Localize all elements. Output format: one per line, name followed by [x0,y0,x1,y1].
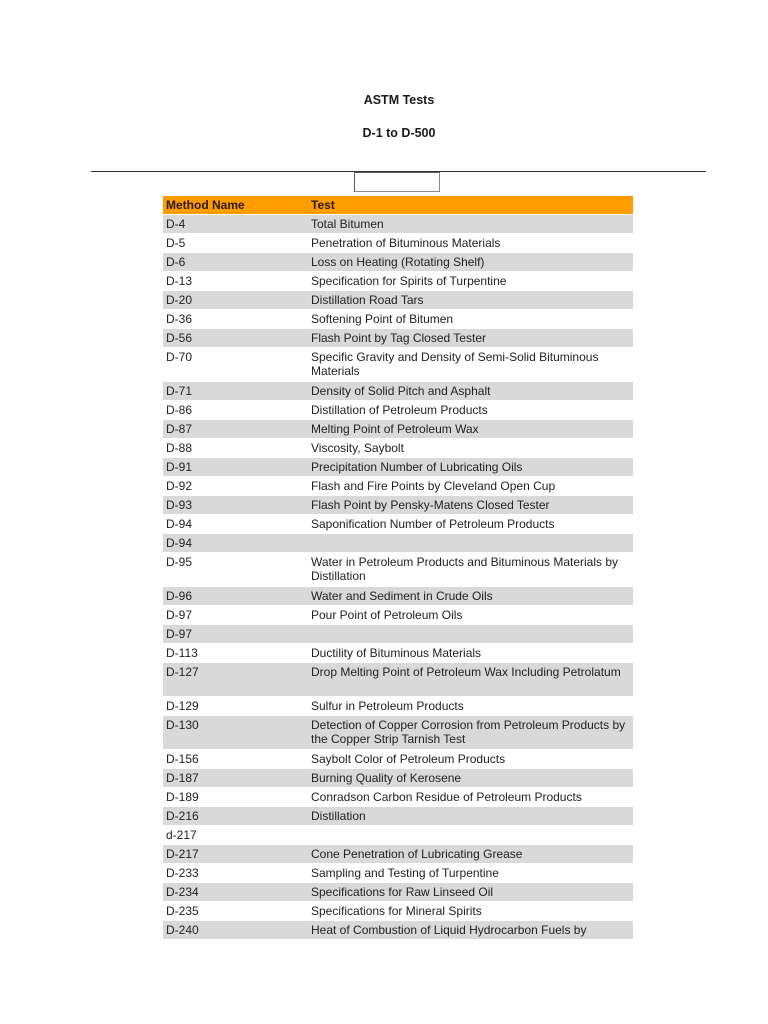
table-row [163,663,633,697]
table-row [163,253,633,272]
method-name-cell: D-97 [166,608,193,622]
test-cell: Sampling and Testing of Turpentine [311,866,499,880]
method-name-cell: D-87 [166,422,193,436]
table-row [163,401,633,420]
test-cell: Density of Solid Pitch and Asphalt [311,384,491,398]
test-cell [309,625,633,643]
column-header-test: Test [311,198,335,212]
method-name-cell: D-234 [166,885,199,899]
table-row [163,788,633,807]
method-name-cell: D-6 [166,255,186,269]
search-input[interactable] [354,172,440,192]
method-name-cell: D-4 [166,217,186,231]
method-name-cell: D-88 [166,441,193,455]
table-row [163,477,633,496]
test-cell: Water and Sediment in Crude Oils [311,589,493,603]
test-cell: Saponification Number of Petroleum Products [311,517,555,531]
test-cell: Heat of Combustion of Liquid Hydrocarbon Fuels by [311,923,587,937]
method-name-cell: D-93 [166,498,193,512]
test-cell: Burning Quality of Kerosene [311,771,462,785]
table-row [163,864,633,883]
table-body [163,215,633,940]
test-cell: Ductility of Bituminous Materials [311,646,482,660]
table-row [163,644,633,663]
method-name-cell: D-130 [166,718,199,732]
table-row [163,215,633,234]
test-cell: Sulfur in Petroleum Products [311,699,464,713]
test-cell: Total Bitumen [311,217,384,231]
test-cell: Softening Point of Bitumen [311,312,454,326]
table-row [163,348,633,382]
table-row [163,458,633,477]
test-cell: Drop Melting Point of Petroleum Wax Including Petrolatum [311,665,621,679]
table-row [163,382,633,401]
table-row [163,769,633,788]
method-name-cell: d-217 [166,828,197,842]
page-subtitle: D-1 to D-500 [362,126,436,140]
test-cell: Specification for Spirits of Turpentine [311,274,507,288]
test-cell: Flash and Fire Points by Cleveland Open Cup [311,479,556,493]
test-cell: Penetration of Bituminous Materials [311,236,501,250]
method-name-cell: D-71 [166,384,193,398]
table-row [163,845,633,864]
table-row [163,496,633,515]
method-name-cell: D-86 [166,403,193,417]
table-row [163,625,633,644]
table-row [163,883,633,902]
method-name-cell: D-189 [166,790,199,804]
method-name-cell: D-20 [166,293,193,307]
astm-table [163,196,633,940]
table-row [163,420,633,439]
method-name-cell: D-56 [166,331,193,345]
table-row [163,587,633,606]
table-row [163,439,633,458]
table-row [163,716,633,750]
column-header-method: Method Name [166,198,245,212]
method-name-cell: D-91 [166,460,193,474]
test-cell: Loss on Heating (Rotating Shelf) [311,255,485,269]
table-row [163,291,633,310]
test-cell: Pour Point of Petroleum Oils [311,608,463,622]
test-cell: Viscosity, Saybolt [311,441,404,455]
test-cell: Specifications for Mineral Spirits [311,904,482,918]
table-row [163,606,633,625]
method-name-cell: D-97 [166,627,193,641]
test-cell: Precipitation Number of Lubricating Oils [311,460,523,474]
method-name-cell: D-240 [166,923,199,937]
method-name-cell: D-129 [166,699,199,713]
test-cell: Detection of Copper Corrosion from Petroleum Products by the Copper Strip Tarnish Test [311,718,626,746]
test-cell: Specific Gravity and Density of Semi-Solid Bituminous Materials [311,350,599,378]
table-row [163,272,633,291]
test-cell: Distillation [311,809,366,823]
test-cell: Cone Penetration of Lubricating Grease [311,847,523,861]
method-name-cell: D-216 [166,809,199,823]
method-name-cell: D-187 [166,771,199,785]
table-row [163,329,633,348]
test-cell: Distillation Road Tars [311,293,424,307]
table-row [163,515,633,534]
page-title: ASTM Tests [363,93,435,107]
table-header [163,196,633,215]
test-cell [309,826,633,844]
test-cell: Specifications for Raw Linseed Oil [311,885,494,899]
method-name-cell: D-127 [166,665,199,679]
table-row [163,902,633,921]
table-row [163,553,633,587]
method-name-cell: D-70 [166,350,193,364]
method-name-cell: D-235 [166,904,199,918]
table-row [163,534,633,553]
method-name-cell: D-13 [166,274,193,288]
test-cell [309,534,633,552]
table-row [163,807,633,826]
table-row [163,921,633,940]
table-row [163,234,633,253]
method-name-cell: D-217 [166,847,199,861]
method-name-cell: D-95 [166,555,193,569]
test-cell: Saybolt Color of Petroleum Products [311,752,506,766]
test-cell: Conradson Carbon Residue of Petroleum Products [311,790,582,804]
method-name-cell: D-233 [166,866,199,880]
table-row [163,310,633,329]
test-cell: Flash Point by Tag Closed Tester [311,331,486,345]
test-cell: Flash Point by Pensky-Matens Closed Tester [311,498,550,512]
method-name-cell: D-156 [166,752,199,766]
method-name-cell: D-5 [166,236,186,250]
method-name-cell: D-94 [166,536,193,550]
method-name-cell: D-113 [166,646,198,660]
method-name-cell: D-36 [166,312,193,326]
table-row [163,826,633,845]
test-cell: Water in Petroleum Products and Bituminous Materials by Distillation [311,555,619,583]
method-name-cell: D-96 [166,589,193,603]
table-row [163,750,633,769]
method-name-cell: D-94 [166,517,193,531]
test-cell: Distillation of Petroleum Products [311,403,488,417]
method-name-cell: D-92 [166,479,193,493]
test-cell: Melting Point of Petroleum Wax [311,422,479,436]
table-row [163,697,633,716]
